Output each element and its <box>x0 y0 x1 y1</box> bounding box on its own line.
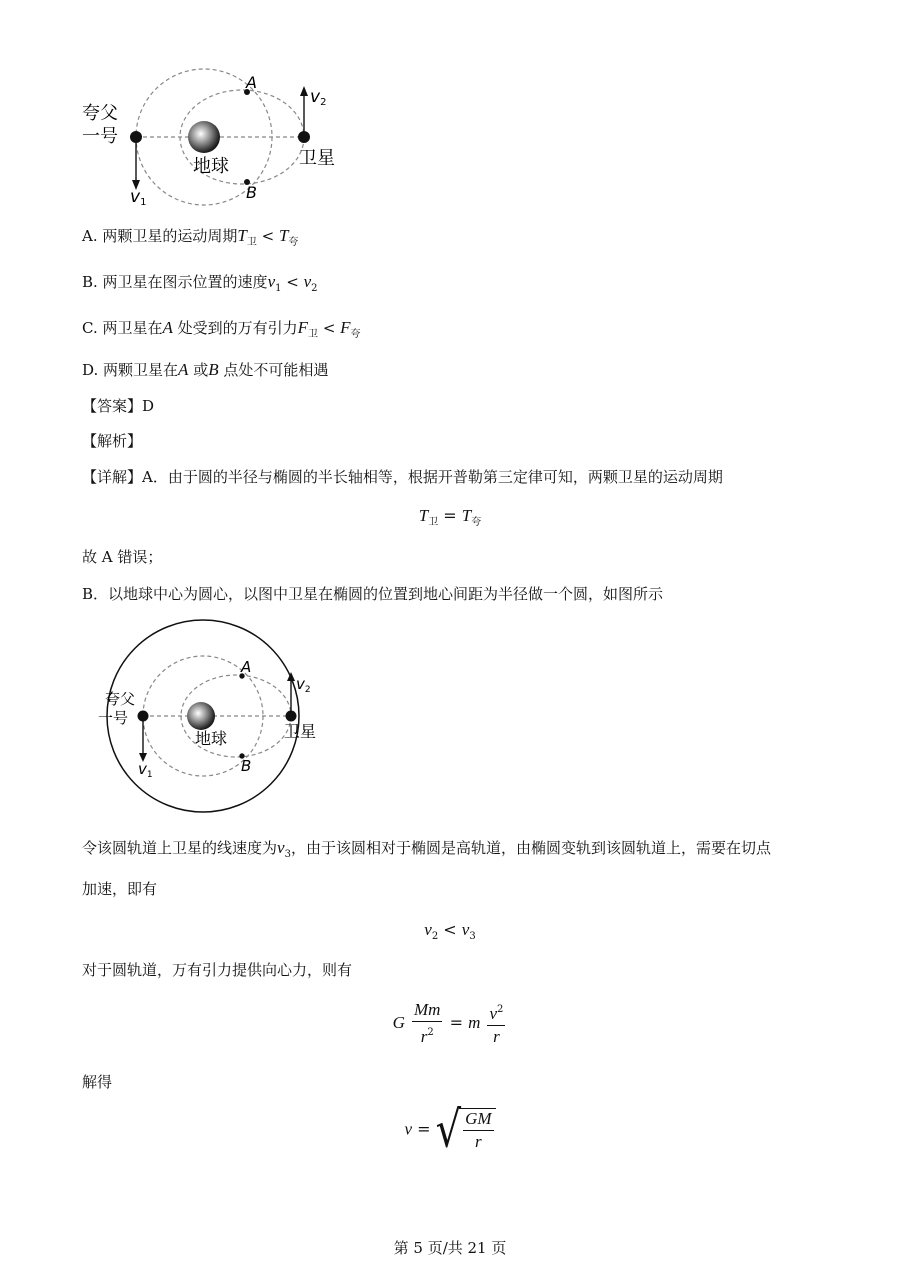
paragraph-3: 解得 <box>82 1073 113 1091</box>
option-b: B. 两卫星在图示位置的速度$v_1 < v_2$ <box>82 272 318 294</box>
sqrt-symbol: √ $\frac{GM}{r}$ <box>436 1108 496 1152</box>
earth-icon <box>187 702 215 730</box>
orbit-diagram-1 <box>80 68 360 210</box>
satellite-dot <box>298 131 310 143</box>
kuafu-dot <box>130 131 142 143</box>
point-b-label: B <box>241 757 252 775</box>
satellite-dot <box>286 711 297 722</box>
kuafu-dot <box>138 711 149 722</box>
orbit-diagram-2 <box>88 619 318 815</box>
earth-label: 地球 <box>193 156 229 177</box>
analysis-label: 【解析】 <box>82 432 143 450</box>
v1-label: $v_1$ <box>138 760 153 780</box>
detail-b: B．以地球中心为圆心，以图中卫星在椭圆的位置到地心间距为半径做一个圆，如图所示 <box>82 585 664 603</box>
point-a-label: A <box>241 658 252 676</box>
option-c: C. 两卫星在A 处受到的万有引力$F_卫 < F_夸$ <box>82 318 361 340</box>
equation-4: v = √ $\frac{GM}{r}$ <box>0 1108 900 1152</box>
fraction-mm-r2: $\frac{Mm}{r^2}$ <box>414 1000 441 1046</box>
earth-icon <box>188 121 220 153</box>
v2-arrowhead <box>300 86 308 96</box>
satellite-label: 卫星 <box>284 722 317 741</box>
point-a-label: A <box>246 73 257 92</box>
paragraph-2: 对于圆轨道，万有引力提供向心力，则有 <box>82 961 353 979</box>
v2-label: v2 <box>310 87 327 108</box>
equation-3: G $\frac{Mm}{r^2}$ = m $\frac{v^2}{r}$ <box>392 1000 504 1046</box>
paragraph-1: 令该圆轨道上卫星的线速度为$v_3$，由于该圆相对于椭圆是高轨道，由椭圆变轨到该圆轨道上，需要在切点 <box>82 838 771 860</box>
fraction-gm-r: $\frac{GM}{r}$ <box>465 1109 492 1151</box>
equation-1: $T_卫 = T_夸$ <box>418 506 482 528</box>
page-footer: 第 5 页/共 21 页 <box>393 1239 507 1257</box>
v1-label: v1 <box>130 187 147 208</box>
option-a: A. 两颗卫星的运动周期$T_卫 < T_夸$ <box>82 226 299 248</box>
kuafu-label-line2: 一号 <box>82 126 118 147</box>
earth-label: 地球 <box>195 729 228 748</box>
paragraph-1-line2: 加速，即有 <box>82 880 158 898</box>
a-wrong: 故 A 错误； <box>82 548 163 566</box>
kuafu-label-line1: 夸父 <box>105 690 136 708</box>
option-d: D. 两颗卫星在A 或B 点处不可能相遇 <box>82 360 329 379</box>
v2-label: $v_2$ <box>296 675 311 695</box>
kuafu-label-line2: 一号 <box>98 709 129 727</box>
satellite-label: 卫星 <box>299 148 335 169</box>
detail-a: 【详解】A．由于圆的半径与椭圆的半长轴相等，根据开普勒第三定律可知，两颗卫星的运动周期 <box>82 468 723 486</box>
kuafu-label-line1: 夸父 <box>82 103 118 124</box>
point-b-label: B <box>246 183 257 202</box>
equation-2: $v_2 < v_3$ <box>424 920 476 942</box>
answer: 【答案】D <box>82 397 155 415</box>
fraction-v2-r: $\frac{v^2}{r}$ <box>487 1000 505 1047</box>
